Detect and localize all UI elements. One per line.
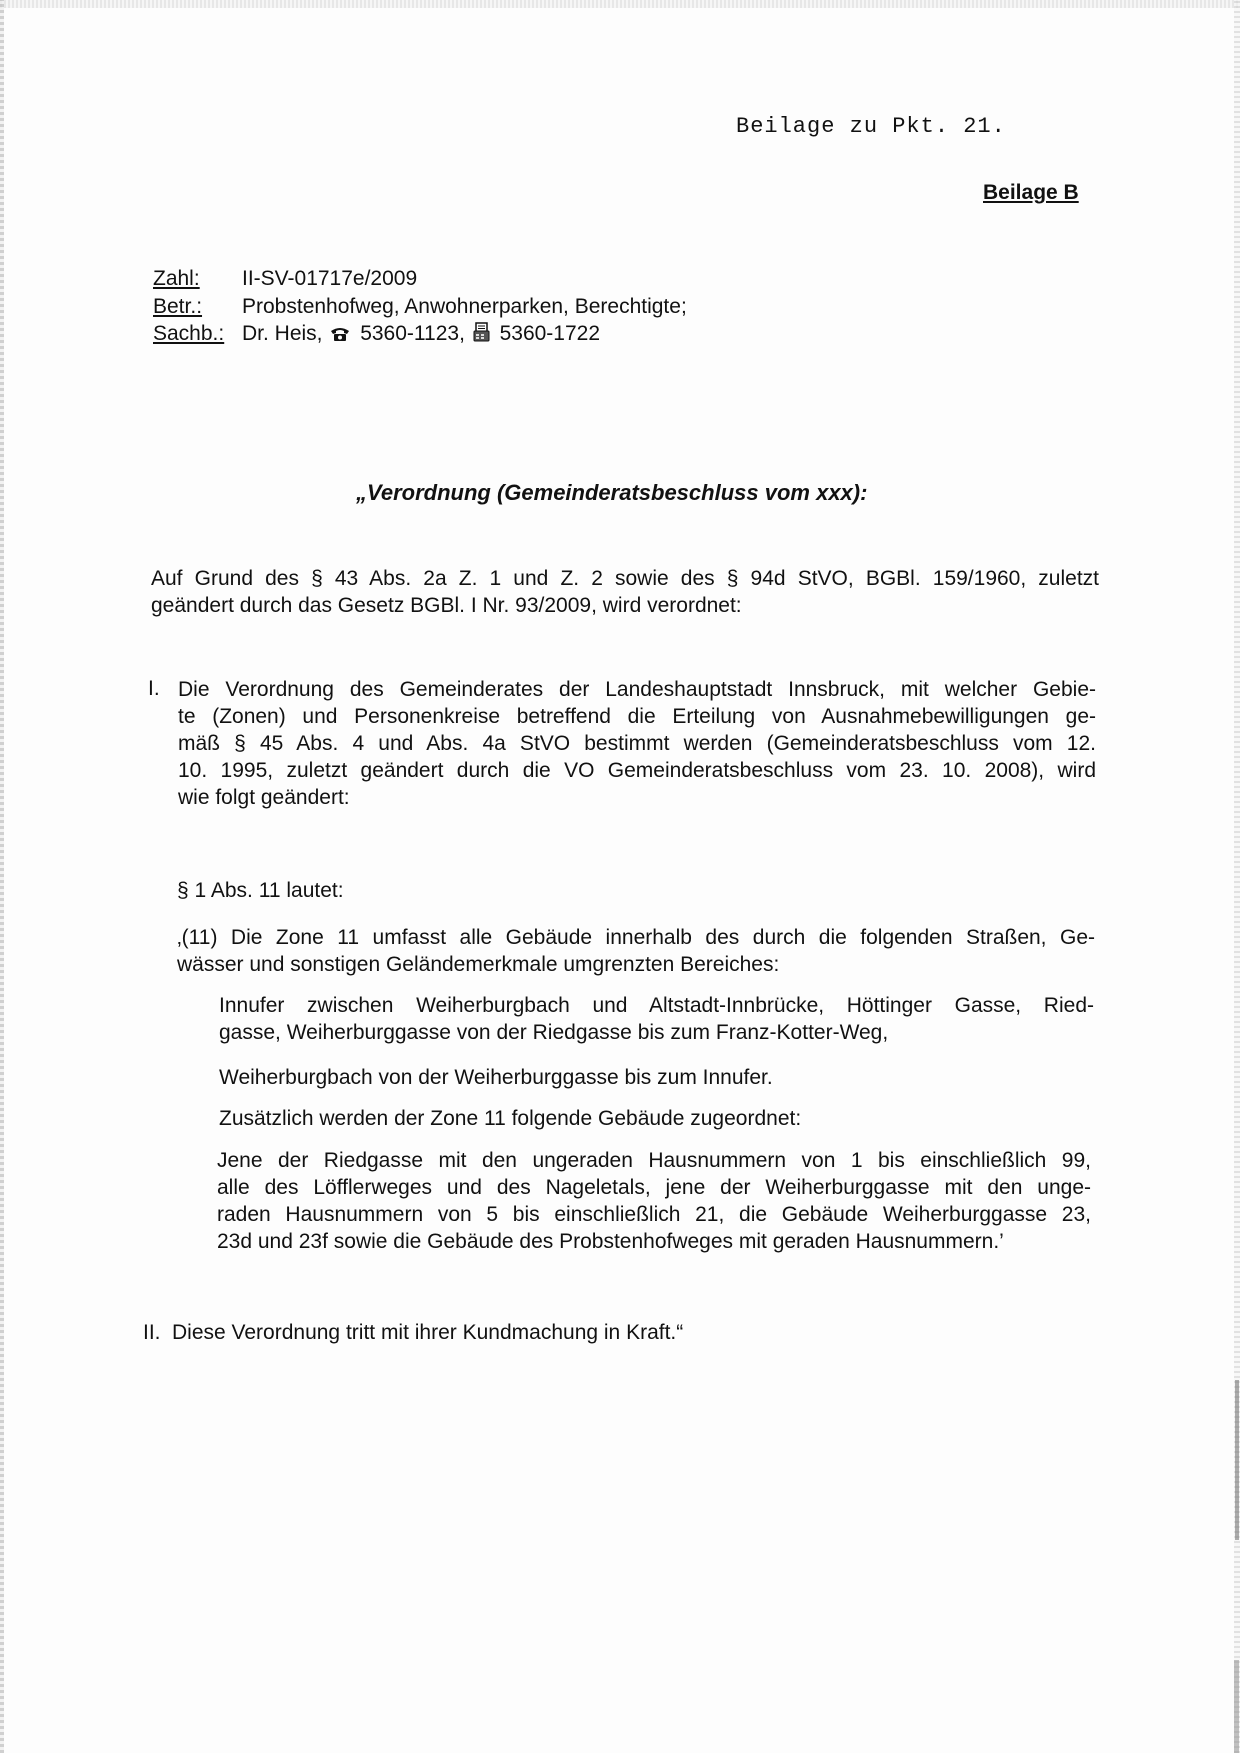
sachb-fax: 5360-1722 xyxy=(499,322,601,345)
boundary-line: gasse, Weiherburggasse von der Riedgasse bis zum Franz-Kotter-Weg, xyxy=(219,1020,889,1044)
section-1-paragraph xyxy=(178,676,1096,811)
annex-reference: Beilage zu Pkt. 21. xyxy=(736,114,1006,139)
additional-heading: Zusätzlich werden der Zone 11 folgende Gebäude zugeordnet: xyxy=(219,1107,802,1130)
intro-line: Auf Grund des § 43 Abs. 2a Z. 1 und Z. 2 sowie des § 94d StVO, BGBl. 159/1960, zuletzt xyxy=(151,567,1099,590)
section-1-line: 10. 1995, zuletzt geändert durch die VO Gemeinderatsbeschluss vom 23. 10. 2008), wird xyxy=(178,759,1096,782)
additional-line: raden Hausnummern von 5 bis einschließlich 21, die Gebäude Weiherburggasse 23, xyxy=(217,1203,1091,1226)
section-1-line: Die Verordnung des Gemeinderates der Landeshauptstadt Innsbruck, mit welcher Gebie- xyxy=(178,678,1096,701)
additional-line: alle des Löfflerweges und des Nageletals, jene der Weiherburggasse mit den unge- xyxy=(217,1176,1091,1199)
boundary-paragraph-1 xyxy=(219,993,1094,1046)
scan-edge-top xyxy=(0,0,1240,8)
scan-edge-mark xyxy=(1234,1660,1239,1753)
scan-edge-left xyxy=(0,0,4,1753)
telephone-icon xyxy=(330,323,350,349)
boundary-line: Innufer zwischen Weiherburgbach und Altstadt-Innbrücke, Höttinger Gasse, Ried- xyxy=(219,994,1094,1017)
section-2-text: Diese Verordnung tritt mit ihrer Kundmachung in Kraft.“ xyxy=(172,1321,684,1344)
zahl-label: Zahl: xyxy=(153,267,200,290)
zahl-value: II-SV-01717e/2009 xyxy=(242,267,418,290)
sachb-label: Sachb.: xyxy=(153,322,225,345)
scan-edge-mark xyxy=(1235,1380,1239,1540)
section-1-line: te (Zonen) und Personenkreise betreffend die Erteilung von Ausnahmebewilligungen ge- xyxy=(178,705,1096,728)
section-2-marker: II. xyxy=(143,1321,161,1344)
sachb-name: Dr. Heis, xyxy=(242,322,323,345)
intro-paragraph xyxy=(151,566,1099,619)
intro-line: geändert durch das Gesetz BGBl. I Nr. 93/2009, wird verordnet: xyxy=(151,593,742,617)
sachb-phone: 5360-1123, xyxy=(360,322,465,345)
zone-paragraph xyxy=(177,925,1095,978)
zone-line: wässer und sonstigen Geländemerkmale umgrenzten Bereiches: xyxy=(177,952,780,976)
sachb-contact xyxy=(242,321,600,349)
betr-value: Probstenhofweg, Anwohnerparken, Berechtigte; xyxy=(242,295,687,318)
additional-paragraph xyxy=(217,1147,1091,1255)
zone-line: ‚(11) Die Zone 11 umfasst alle Gebäude innerhalb des durch die folgenden Straßen, Ge- xyxy=(177,926,1095,949)
section-subheading: § 1 Abs. 11 lautet: xyxy=(177,879,344,902)
section-1-line: mäß § 45 Abs. 4 und Abs. 4a StVO bestimmt werden (Gemeinderatsbeschluss vom 12. xyxy=(178,732,1096,755)
section-1-line: wie folgt geändert: xyxy=(178,786,350,809)
fax-icon xyxy=(473,322,490,349)
betr-label: Betr.: xyxy=(153,295,203,318)
annex-label: Beilage B xyxy=(983,181,1079,204)
section-1-marker: I. xyxy=(148,677,160,700)
additional-line: 23d und 23f sowie die Gebäude des Probstenhofweges mit geraden Hausnummern.’ xyxy=(217,1230,1004,1253)
additional-line: Jene der Riedgasse mit den ungeraden Hausnummern von 1 bis einschließlich 99, xyxy=(217,1149,1091,1172)
ordinance-title: „Verordnung (Gemeinderatsbeschluss vom xxx): xyxy=(356,480,868,505)
boundary-paragraph-2: Weiherburgbach von der Weiherburggasse bis zum Innufer. xyxy=(219,1066,773,1089)
